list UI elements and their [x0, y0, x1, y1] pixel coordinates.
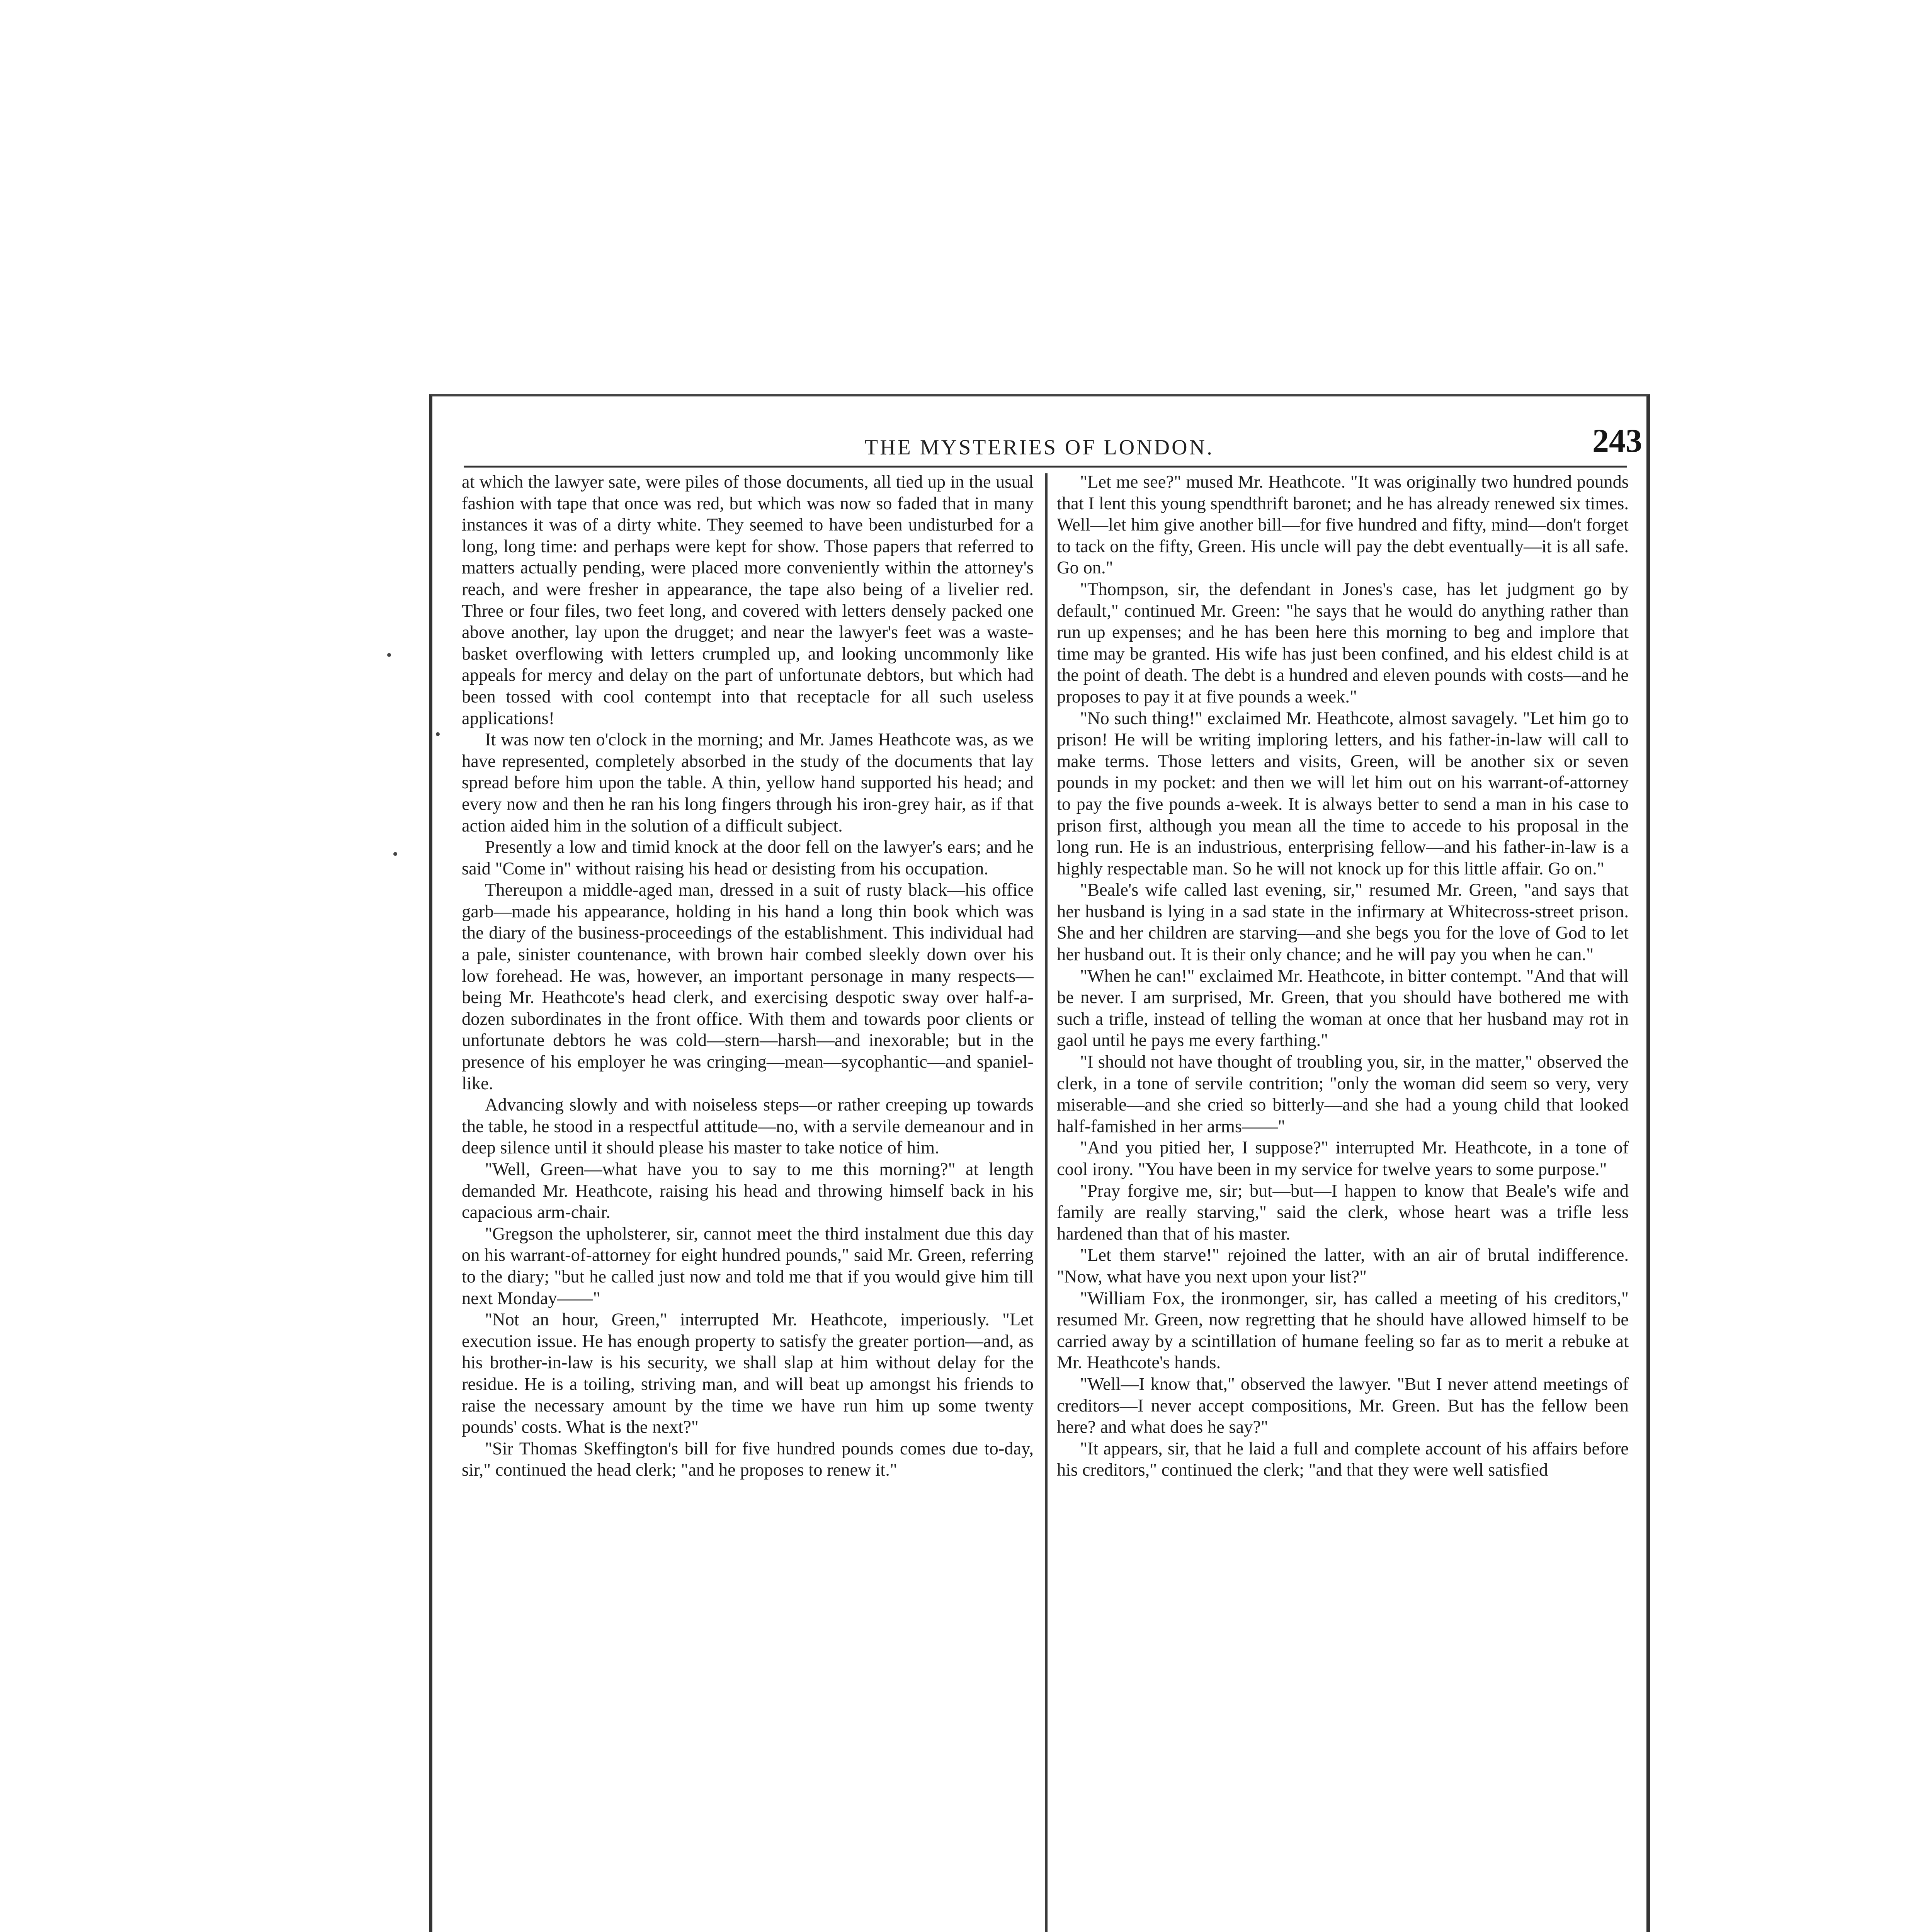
- paragraph: "Beale's wife called last evening, sir," resumed Mr. Green, "and says that her husband is lying in a sad state in the infirmary at Whitecross-street prison. She and her children are starving—and she begs you for the love of God to let her husband out. It is their only chance; and he will pay you when he can.": [1057, 880, 1629, 965]
- margin-speck: [393, 852, 397, 856]
- page-number: 243: [1592, 422, 1642, 459]
- right-column: [1057, 471, 1629, 1932]
- running-title: THE MYSTERIES OF LONDON.: [865, 435, 1214, 459]
- paragraph: "Gregson the upholsterer, sir, cannot meet the third instalment due this day on his warrant-of-attorney for eight hundred pounds," said Mr. Green, referring to the diary; "but he called just now and told me that if you would give him till next Monday——": [462, 1224, 1034, 1308]
- margin-speck: [387, 653, 391, 657]
- paragraph: Presently a low and timid knock at the door fell on the lawyer's ears; and he said "Come in" without raising his head or desisting from his occupation.: [462, 837, 1034, 879]
- paragraph: "Well, Green—what have you to say to me this morning?" at length demanded Mr. Heathcote, raising his head and throwing himself back in his capacious arm-chair.: [462, 1160, 1034, 1223]
- paragraph: "Sir Thomas Skeffington's bill for five hundred pounds comes due to-day, sir," continued the head clerk; "and he proposes to renew it.": [462, 1439, 1034, 1480]
- header-rule: [464, 466, 1627, 468]
- margin-speck: [436, 732, 440, 736]
- paragraph: "Pray forgive me, sir; but—but—I happen to know that Beale's wife and family are really starving," said the clerk, whose heart was a trifle less hardened than that of his master.: [1057, 1181, 1629, 1244]
- paragraph: "Let me see?" mused Mr. Heathcote. "It was originally two hundred pounds that I lent this young spendthrift baronet; and he has already renewed six times. Well—let him give another bill—for five hundred and fifty, mind—don't forget to tack on the fifty, Green. His uncle will pay the debt eventually—it is all safe. Go on.": [1057, 472, 1629, 578]
- paragraph: "I should not have thought of troubling you, sir, in the matter," observed the clerk, in a tone of servile contrition; "only the woman did seem so very, very miserable—and she cried so bitterly—and she had a young child that looked half-famished in her arms——": [1057, 1052, 1629, 1136]
- paragraph: "When he can!" exclaimed Mr. Heathcote, in bitter contempt. "And that will be never. I am surprised, Mr. Green, that you should have bothered me with such a trifle, instead of telling the woman at once that her husband may rot in gaol until he pays me every farthing.": [1057, 966, 1629, 1051]
- paragraph: Advancing slowly and with noiseless steps—or rather creeping up towards the table, he stood in a respectful attitude—no, with a servile demeanour and in deep silence until it should please his master to take notice of him.: [462, 1095, 1034, 1158]
- paragraph: "William Fox, the ironmonger, sir, has called a meeting of his creditors," resumed Mr. Green, now regretting that he should have allowed himself to be carried away by a scintillation of humane feeling so far as to merit a rebuke at Mr. Heathcote's hands.: [1057, 1288, 1629, 1373]
- column-divider: [1045, 473, 1048, 1932]
- paragraph: "Not an hour, Green," interrupted Mr. Heathcote, imperiously. "Let execution issue. He has enough property to satisfy the greater portion—and, as his brother-in-law is his security, we shall slap at him without delay for the residue. He is a toiling, striving man, and will beat up amongst his friends to raise the necessary amount by the time we have run him up some twenty pounds' costs. What is the next?": [462, 1310, 1034, 1437]
- paragraph: Thereupon a middle-aged man, dressed in a suit of rusty black—his office garb—made his appearance, holding in his hand a long thin book which was the diary of the business-proceedings of the establishment. This individual had a pale, sinister countenance, with brown hair combed sleekly down over his low forehead. He was, however, an important personage in many respects—being Mr. Heathcote's head clerk, and exercising despotic sway over half-a-dozen subordinates in the front office. With them and towards poor clients or unfortunate debtors he was cold—stern—harsh—and inexorable; but in the presence of his employer he was cringing—mean—sycophantic—and spaniel-like.: [462, 880, 1034, 1094]
- paragraph: at which the lawyer sate, were piles of those documents, all tied up in the usual fashion with tape that once was red, but which was now so faded that in many instances it was of a dirty white. They seemed to have been undisturbed for a long, long time: and perhaps were kept for show. Those papers that referred to matters actually pending, were placed more conveniently within the attorney's reach, and were fresher in appearance, the tape also being of a livelier red. Three or four files, two feet long, and covered with letters densely packed one above another, lay upon the drugget; and near the lawyer's feet was a waste-basket overflowing with letters crumpled up, and looking uncommonly like appeals for mercy and delay on the part of unfortunate debtors, but which had been tossed with cool contempt into that receptacle for all such useless applications!: [462, 472, 1034, 728]
- paragraph: "It appears, sir, that he laid a full and complete account of his affairs before his creditors," continued the clerk; "and that they were well satisfied: [1057, 1439, 1629, 1480]
- paragraph: "No such thing!" exclaimed Mr. Heathcote, almost savagely. "Let him go to prison! He will be writing imploring letters, and his father-in-law will call to make terms. Those letters and visits, Green, will be another six or seven pounds in my pocket: and then we will let him out on his warrant-of-attorney to pay the five pounds a-week. It is always better to send a man in his case to prison first, although you mean all the time to accede to his proposal in the long run. He is an industrious, enterprising fellow—and his father-in-law is a highly respectable man. So he will not knock up for this little affair. Go on.": [1057, 708, 1629, 879]
- paragraph: "And you pitied her, I suppose?" interrupted Mr. Heathcote, in a tone of cool irony. "You have been in my service for twelve years to some purpose.": [1057, 1138, 1629, 1179]
- left-column: [462, 471, 1034, 1932]
- paragraph: "Thompson, sir, the defendant in Jones's case, has let judgment go by default," continued Mr. Green: "he says that he would do anything rather than run up expenses; and he has been here this morning to beg and implore that time may be granted. His wife has just been confined, and his eldest child is at the point of death. The debt is a hundred and eleven pounds with costs—and he proposes to pay it at five pounds a week.": [1057, 579, 1629, 707]
- paragraph: It was now ten o'clock in the morning; and Mr. James Heathcote was, as we have represented, completely absorbed in the study of the documents that lay spread before him upon the table. A thin, yellow hand supported his head; and every now and then he ran his long fingers through his iron-grey hair, as if that action aided him in the solution of a difficult subject.: [462, 730, 1034, 836]
- page-header: [437, 417, 1642, 460]
- paragraph: "Well—I know that," observed the lawyer. "But I never attend meetings of creditors—I never accept compositions, Mr. Green. But has the fellow been here? and what does he say?": [1057, 1374, 1629, 1437]
- paragraph: "Let them starve!" rejoined the latter, with an air of brutal indifference. "Now, what have you next upon your list?": [1057, 1245, 1629, 1287]
